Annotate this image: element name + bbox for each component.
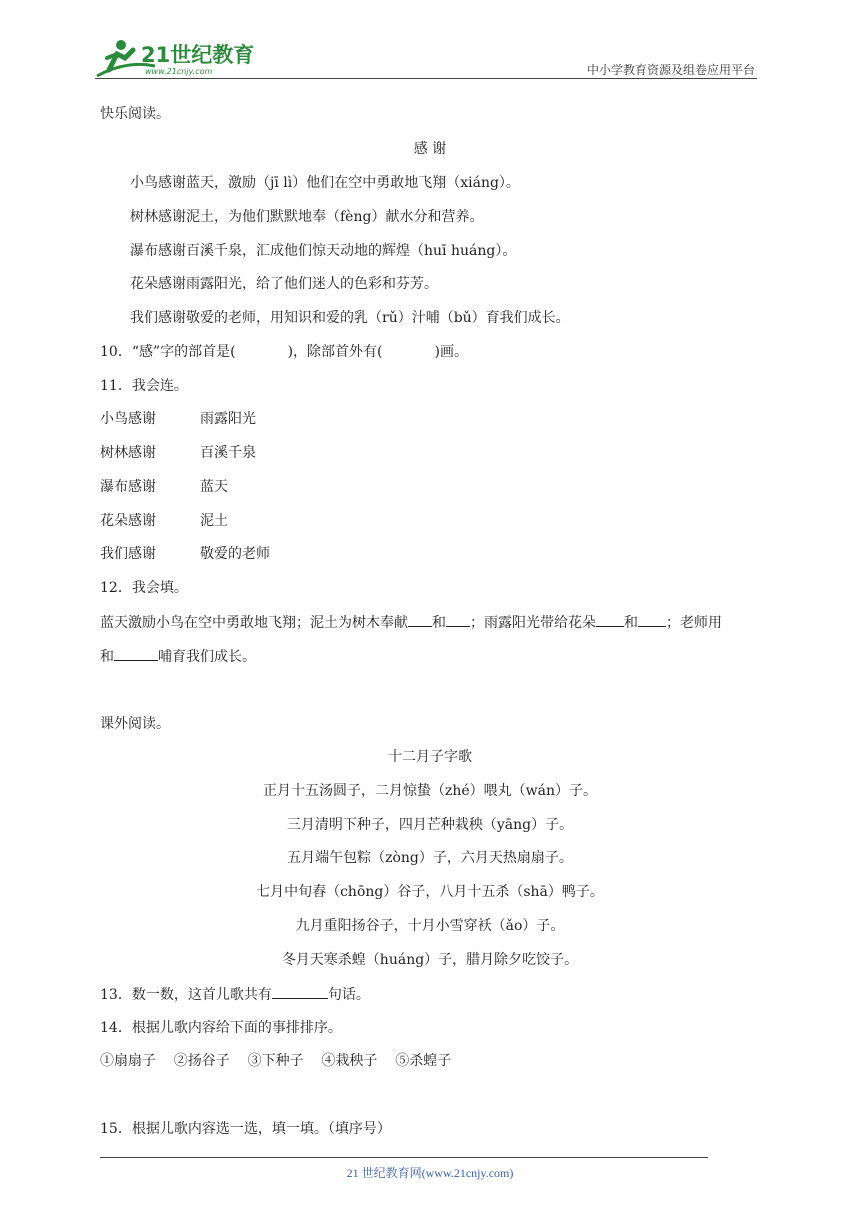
site-logo <box>95 36 265 80</box>
q12-text: 和 <box>432 615 446 631</box>
q11-right-item[interactable]: 敬爱的老师 <box>200 546 270 562</box>
q12-blank[interactable] <box>638 612 666 627</box>
reading2-title: 十二月子字歌 <box>388 749 472 765</box>
footer-divider <box>100 1157 708 1158</box>
q12-blank[interactable] <box>446 612 470 627</box>
reading1-line: 小鸟感谢蓝天，激励（jī lì）他们在空中勇敢地飞翔（xiáng）。 <box>130 175 520 191</box>
q13-text: 句话。 <box>327 987 370 1003</box>
q14-options: ①扇扇子 ②扬谷子 ③下种子 ④栽秧子 ⑤杀蝗子 <box>100 1053 452 1069</box>
q11-left-item[interactable]: 树林感谢 <box>100 445 156 461</box>
q12-blank[interactable] <box>408 612 432 627</box>
q12-text: 和 <box>624 615 638 631</box>
question-13 <box>100 984 370 1005</box>
q10-text: 10．“感”字的部首是( <box>100 344 236 360</box>
q10-text: )画。 <box>434 344 468 360</box>
q11-left-item[interactable]: 小鸟感谢 <box>100 411 156 427</box>
q11-right-item[interactable]: 蓝天 <box>200 479 228 495</box>
reading1-line: 瀑布感谢百溪千泉，汇成他们惊天动地的辉煌（huī huáng）。 <box>130 243 517 259</box>
reading2-line: 七月中旬舂（chōng）谷子，八月十五杀（shā）鸭子。 <box>256 884 604 900</box>
q12-text: 哺育我们成长。 <box>158 649 256 665</box>
q15-label: 15．根据儿歌内容选一选，填一填。（填序号） <box>100 1121 391 1137</box>
q11-left-item[interactable]: 我们感谢 <box>100 546 156 562</box>
q12-label: 12．我会填。 <box>100 580 188 596</box>
reading1-line: 我们感谢敬爱的老师，用知识和爱的乳（rǔ）汁哺（bǔ）育我们成长。 <box>130 310 570 326</box>
q14-label: 14．根据儿歌内容给下面的事排排序。 <box>100 1020 342 1036</box>
platform-name: 中小学教育资源及组卷应用平台 <box>586 63 755 77</box>
q10-text: )，除部首外有( <box>287 344 383 360</box>
q12-blank[interactable] <box>596 612 624 627</box>
reading2-line: 九月重阳扬谷子，十月小雪穿袄（ǎo）子。 <box>295 918 565 934</box>
footer-link[interactable]: 21 世纪教育网(www.21cnjy.com) <box>346 1166 514 1180</box>
q12-line-2 <box>100 646 256 667</box>
q12-line-1 <box>100 612 722 633</box>
q11-right-item[interactable]: 百溪千泉 <box>200 445 256 461</box>
q11-right-item[interactable]: 泥土 <box>200 513 228 529</box>
q11-left-item[interactable]: 瀑布感谢 <box>100 479 156 495</box>
header-divider <box>95 78 757 79</box>
reading2-line: 冬月天寒杀蝗（huáng）子，腊月除夕吃饺子。 <box>281 952 579 968</box>
q12-text: ；老师用 <box>666 615 722 631</box>
q11-label: 11．我会连。 <box>100 378 188 394</box>
reading2-label: 课外阅读。 <box>100 716 170 732</box>
q11-left-item[interactable]: 花朵感谢 <box>100 513 156 529</box>
svg-text:www.21cnjy.com: www.21cnjy.com <box>145 67 213 76</box>
reading2-line: 三月清明下种子，四月芒种栽秧（yāng）子。 <box>286 817 574 833</box>
q12-text: 蓝天激励小鸟在空中勇敢地飞翔；泥土为树木奉献 <box>100 615 408 631</box>
q12-text: 和 <box>100 649 114 665</box>
q13-blank[interactable] <box>272 984 328 999</box>
reading1-title: 感 谢 <box>413 141 447 157</box>
q11-right-item[interactable]: 雨露阳光 <box>200 411 256 427</box>
q12-text: ；雨露阳光带给花朵 <box>470 615 596 631</box>
question-10 <box>100 342 468 362</box>
svg-text:21世纪教育: 21世纪教育 <box>141 43 255 67</box>
reading2-line: 正月十五汤圆子，二月惊蛰（zhé）喂丸（wán）子。 <box>262 783 598 799</box>
q12-blank[interactable] <box>114 646 158 661</box>
reading1-line: 树林感谢泥土，为他们默默地奉（fèng）献水分和营养。 <box>130 209 484 225</box>
q13-text: 13．数一数，这首儿歌共有 <box>100 987 272 1003</box>
reading1-line: 花朵感谢雨露阳光，给了他们迷人的色彩和芬芳。 <box>130 276 438 292</box>
reading1-label: 快乐阅读。 <box>100 106 170 122</box>
reading2-line: 五月端午包粽（zòng）子，六月天热扇扇子。 <box>287 850 573 866</box>
